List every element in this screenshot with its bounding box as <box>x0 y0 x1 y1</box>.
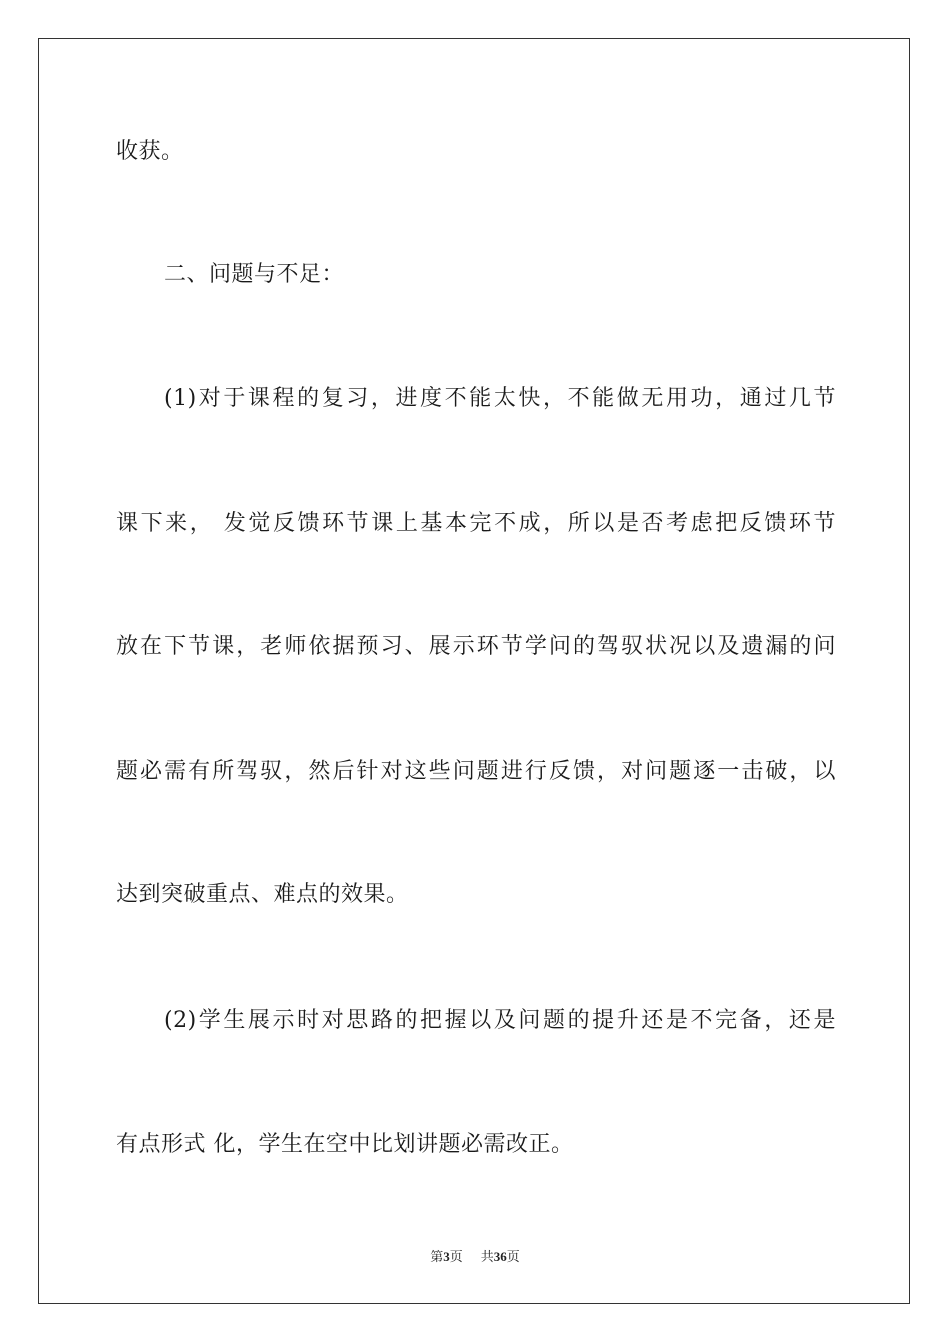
page-footer <box>0 1248 950 1266</box>
text-line-7: 达到突破重点、难点的效果。 <box>116 882 409 907</box>
text-line-5: 放在下节课，老师依据预习、展示环节学问的驾驭状况以及遗漏的问 <box>116 634 836 659</box>
section-heading: 二、问题与不足： <box>164 262 345 287</box>
page-number: 3 <box>443 1249 450 1264</box>
text-line-9: 有点形式 化，学生在空中比划讲题必需改正。 <box>116 1132 574 1157</box>
page-suffix: 页 <box>449 1249 463 1264</box>
total-prefix: 共 <box>480 1249 494 1264</box>
page-border <box>38 38 910 1304</box>
text-line-6: 题必需有所驾驭，然后针对这些问题进行反馈，对问题逐一击破，以 <box>116 759 836 784</box>
text-line-8: (2)学生展示时对思路的把握以及问题的提升还是不完备，还是 <box>164 1008 836 1033</box>
total-suffix: 页 <box>506 1249 520 1264</box>
text-line-3: (1)对于课程的复习，进度不能太快，不能做无用功，通过几节 <box>164 386 836 411</box>
page-prefix: 第 <box>430 1249 444 1264</box>
total-pages: 36 <box>493 1249 507 1264</box>
text-line-1: 收获。 <box>116 139 184 164</box>
text-line-4: 课下来， 发觉反馈环节课上基本完不成，所以是否考虑把反馈环节 <box>116 511 836 536</box>
